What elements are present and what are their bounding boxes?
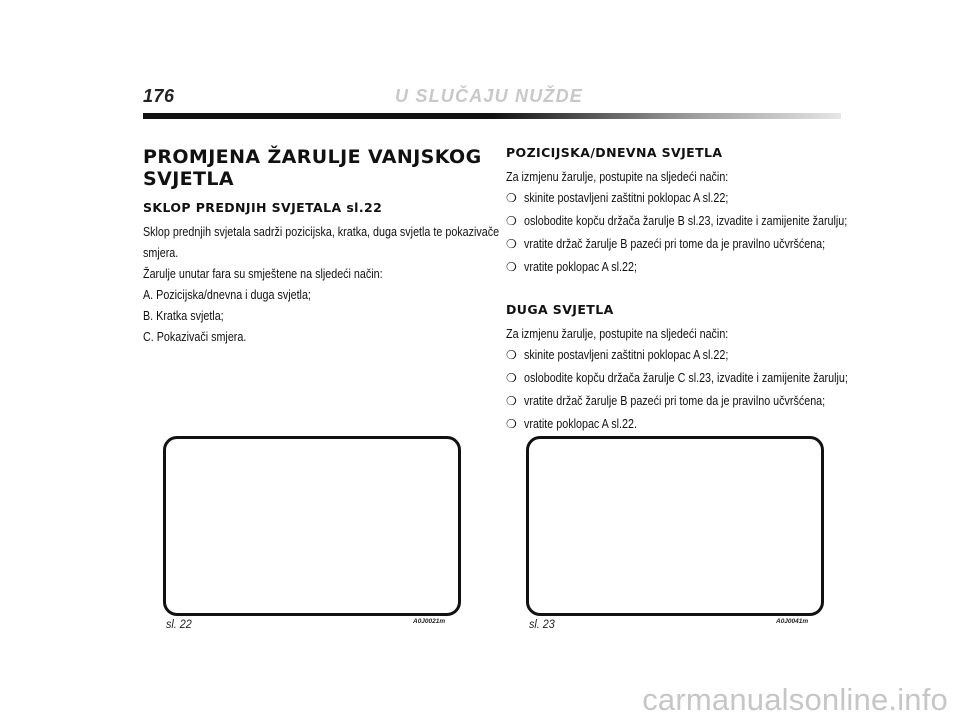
watermark: carmanualsonline.info [642,682,948,717]
circle-bullet-icon: ❍ [506,191,517,205]
bullet-text: skinite postavljeni zaštitni poklopac A sl.22; [524,191,729,205]
list-item [506,211,851,234]
circle-bullet-icon: ❍ [506,237,517,251]
list-item [506,345,851,368]
list-item [506,414,851,437]
list-item [506,188,851,211]
header-rule [143,113,841,119]
main-heading-line-2: SVJETLA [143,168,235,190]
bullet-text: vratite držač žarulje B pazeći pri tome da je pravilno učvršćena; [524,394,826,408]
circle-bullet-icon: ❍ [506,260,517,274]
section1-intro: Za izmjenu žarulje, postupite na sljedeći način: [506,170,729,184]
sub-heading: SKLOP PREDNJIH SVJETALA sl.22 [143,200,383,215]
bullet-text: vratite držač žarulje B pazeći pri tome da je pravilno učvršćena; [524,237,826,251]
figure-23-caption: sl. 23 [529,617,555,631]
figure-23-code: A0J0041m [776,618,809,625]
list-item-b: B. Kratka svjetla; [143,309,224,323]
circle-bullet-icon: ❍ [506,394,517,408]
circle-bullet-icon: ❍ [506,348,517,362]
bullet-text: vratite poklopac A sl.22; [524,260,637,274]
paragraph-2: Žarulje unutar fara su smještene na sljedeći način: [143,267,383,281]
list-item [506,257,851,280]
section1-bullet-list [506,188,851,280]
list-item-a: A. Pozicijska/dnevna i duga svjetla; [143,288,311,302]
figure-22-frame [163,436,461,616]
section2-bullet-list [506,345,851,437]
figure-22-caption: sl. 22 [166,617,192,631]
section-heading-position-lights: POZICIJSKA/DNEVNA SVJETLA [506,145,723,160]
bullet-text: skinite postavljeni zaštitni poklopac A sl.22; [524,348,729,362]
circle-bullet-icon: ❍ [506,371,517,385]
left-column [143,142,500,348]
bullet-text: oslobodite kopču držača žarulje C sl.23, izvadite i zamijenite žarulju; [524,371,848,385]
figure-22-code: A0J0021m [413,618,446,625]
section-gap [506,280,851,302]
main-heading-line-1: PROMJENA ŽARULJE VANJSKOG [143,146,482,168]
list-item [506,368,851,391]
circle-bullet-icon: ❍ [506,417,517,431]
bullet-text: vratite poklopac A sl.22. [524,417,637,431]
right-column [506,142,851,437]
list-item [506,391,851,414]
paragraph-1: Sklop prednjih svjetala sadrži pozicijska, kratka, duga svjetla te pokazivače [143,225,500,239]
page-number: 176 [143,86,175,106]
paragraph-1-cont: smjera. [143,246,179,260]
list-item-c: C. Pokazivači smjera. [143,330,247,344]
bullet-text: oslobodite kopču držača žarulje B sl.23, izvadite i zamijenite žarulju; [524,214,848,228]
section2-intro: Za izmjenu žarulje, postupite na sljedeći način: [506,327,729,341]
section-heading-high-beam: DUGA SVJETLA [506,302,614,317]
list-item [506,234,851,257]
figure-23-frame [526,436,824,616]
chapter-title: U SLUČAJU NUŽDE [395,86,584,106]
main-heading [143,146,488,190]
circle-bullet-icon: ❍ [506,214,517,228]
